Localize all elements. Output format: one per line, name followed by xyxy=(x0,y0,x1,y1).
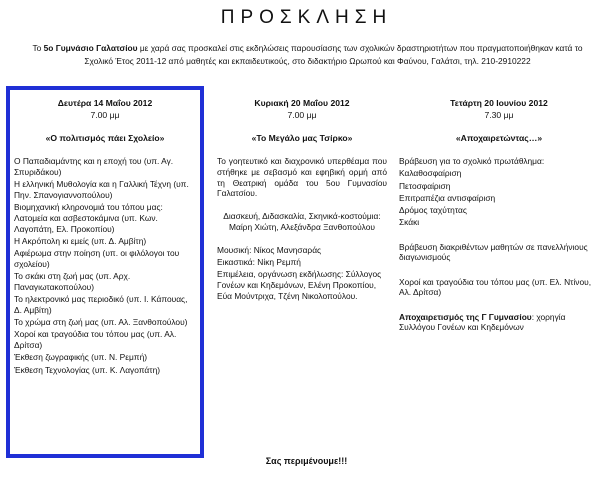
event-1-item: Έκθεση ζωγραφικής (υπ. Ν. Ρεμπή) xyxy=(14,352,148,363)
sport-item: Πετοσφαίριση xyxy=(399,180,451,191)
dances: Χοροί και τραγούδια του τόπου μας (υπ. Ελ. Ντίνου, Αλ. Δρίτσα) xyxy=(399,276,592,298)
event-column-2 xyxy=(217,98,387,303)
sport-item: Επιτραπέζια αντισφαίριση xyxy=(399,192,496,203)
event-2-description: Το γοητευτικό και διαχρονικό υπερθέαμα που στήθηκε με σεβασμό και εφηβική ορμή από τη Θεατρική ομάδα του 5ου Γυμνασίου Γαλατσίου. xyxy=(217,156,387,199)
farewell xyxy=(399,312,599,334)
intro-line-2: Σχολικό Έτος 2011-12 από μαθητές και εκπαιδευτικούς, στο διδακτήριο Ωρωπού και Φαύνου, Γαλάτσι, τηλ. 210-2910222 xyxy=(84,56,531,67)
event-2-direction: Διασκευή, Διδασκαλία, Σκηνικά-κοστούμια: Μαίρη Χιώτη, Αλεξάνδρα Ξανθοπούλου xyxy=(223,211,381,232)
intro-paragraph xyxy=(10,42,605,68)
event-column-3 xyxy=(399,98,599,335)
event-1-theme: «Ο πολιτισμός πάει Σχολείο» xyxy=(45,133,165,143)
awards-intro: Βράβευση για το σχολικό πρωτάθλημα: xyxy=(399,156,545,166)
school-name: 5ο Γυμνάσιο Γαλατσίου xyxy=(43,43,138,53)
closing-text: Σας περιμένουμε!!! xyxy=(265,456,348,466)
event-column-1 xyxy=(6,86,204,458)
event-1-item: Αφιέρωμα στην ποίηση (υπ. οι φιλόλογοι του σχολείου) xyxy=(14,248,180,269)
sport-item: Καλαθοσφαίριση xyxy=(399,168,462,179)
event-2-date: Κυριακή 20 Μαΐου 2012 xyxy=(254,98,350,108)
event-2-theme: «Το Μεγάλο μας Τσίρκο» xyxy=(251,133,353,143)
intro-line-1-rest: με χαρά σας προσκαλεί στις εκδηλώσεις παρουσίασης των σχολικών δραστηριοτήτων που πραγματοποιήθηκαν κατά το xyxy=(137,43,583,53)
sport-item: Σκάκι xyxy=(399,217,420,228)
intro-line-1 xyxy=(10,42,605,55)
intro-prefix: Το xyxy=(32,43,44,53)
event-1-item: Βιομηχανική κληρονομιά του τόπου μας: Λατομεία και ασβεστοκάμινα (υπ. Κων. Λαγοπάτη, Ελ. Προκοπίου) xyxy=(14,202,163,234)
event-1-item: Το ηλεκτρονικό μας περιοδικό (υπ. Ι. Κάπουας, Δ. Αμβίτη) xyxy=(14,294,188,315)
event-2-credit: Επιμέλεια, οργάνωση εκδήλωσης: Σύλλογος Γονέων και Κηδεμόνων, Ελένη Προκοπίου, Εύα Μούντριχα, Τζένη Νικολοπούλου. xyxy=(217,269,382,301)
farewell-title: Αποχαιρετισμός της Γ Γυμνασίου xyxy=(399,311,532,322)
event-1-item: Το χρώμα στη ζωή μας (υπ. Αλ. Ξανθοπούλου) xyxy=(14,317,188,327)
sport-item: Δρόμος ταχύτητας xyxy=(399,205,467,215)
event-1-item: Χοροί και τραγούδια του τόπου μας (υπ. Αλ. Δρίτσα) xyxy=(14,329,177,350)
page-title: ΠΡΟΣΚΛΗΣΗ xyxy=(220,7,393,28)
event-2-credit: Εικαστικά: Νίκη Ρεμπή xyxy=(217,256,301,267)
event-3-theme: «Αποχαιρετώντας…» xyxy=(455,133,543,143)
event-1-time: 7.00 μμ xyxy=(90,110,120,120)
event-1-item: Το σκάκι στη ζωή μας (υπ. Αρχ. Παναγιωτακοπούλου) xyxy=(14,271,131,292)
event-3-date: Τετάρτη 20 Ιουνίου 2012 xyxy=(450,98,548,108)
event-1-item: Έκθεση Τεχνολογίας (υπ. Κ. Λαγοπάτη) xyxy=(14,364,161,375)
event-1-date: Δευτέρα 14 Μαΐου 2012 xyxy=(57,98,153,108)
event-2-time: 7.00 μμ xyxy=(287,110,317,120)
student-awards: Βράβευση διακριθέντων μαθητών σε πανελλήνιους διαγωνισμούς xyxy=(399,241,588,263)
event-1-item: Η Ακρόπολη κι εμείς (υπ. Δ. Αμβίτη) xyxy=(14,235,147,246)
event-1-item: Ο Παπαδιαμάντης και η εποχή του (υπ. Αγ. Σπυριδάκου) xyxy=(14,156,174,177)
farewell-sponsor: : χορηγία Συλλόγου Γονέων και Κηδεμόνων xyxy=(399,311,566,333)
event-3-time: 7.30 μμ xyxy=(484,110,514,120)
event-1-item: Η ελληνική Μυθολογία και η Γαλλική Τέχνη (υπ. Πην. Σπανογιαννοπούλου) xyxy=(14,179,189,200)
event-2-credit: Μουσική: Νίκος Μανησαράς xyxy=(217,244,322,255)
